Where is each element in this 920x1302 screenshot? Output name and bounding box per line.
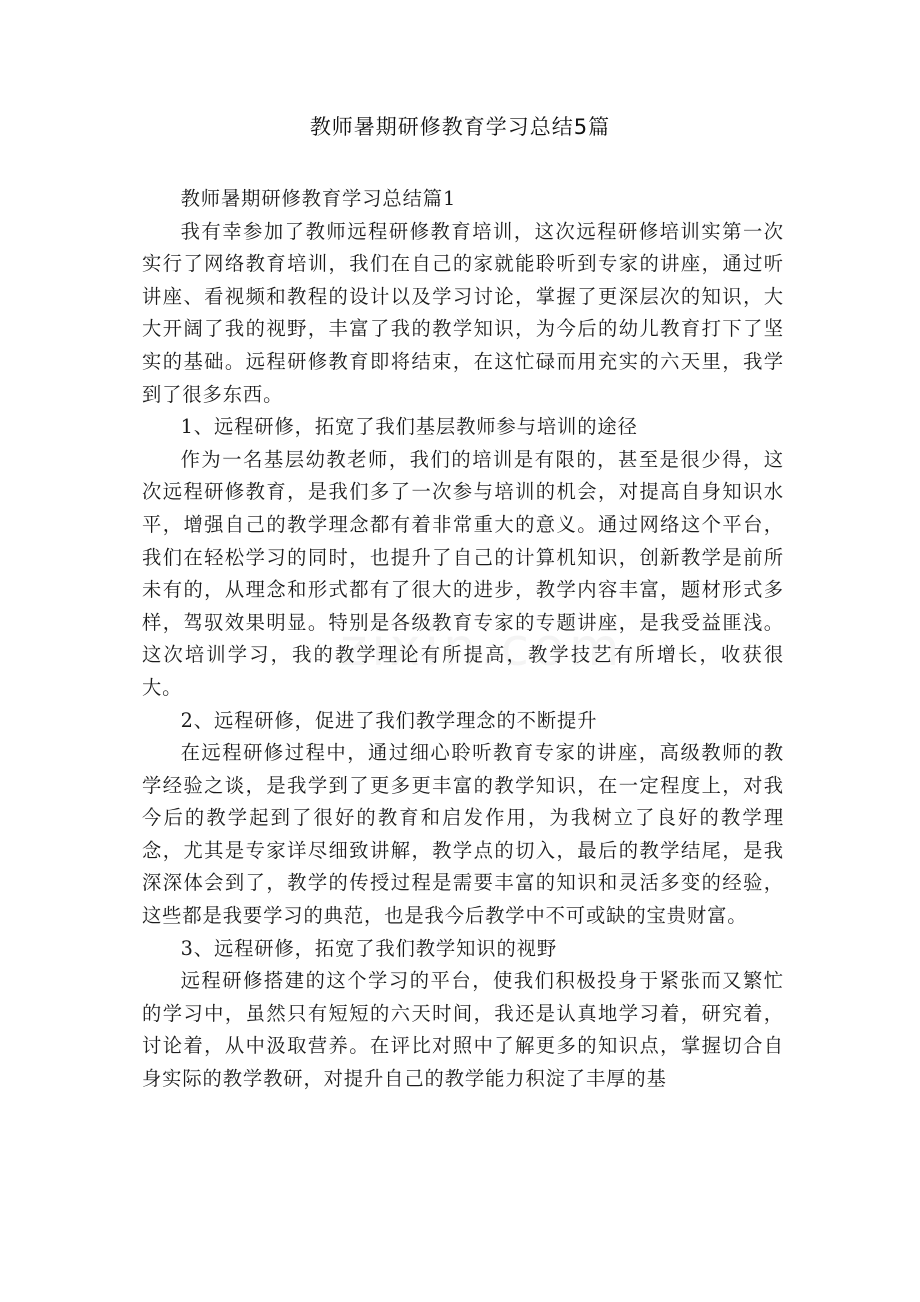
section-heading: 教师暑期研修教育学习总结篇1 — [180, 187, 457, 210]
body-paragraph: 我有幸参加了教师远程研修教育培训，这次远程研修培训实第一次实行了网络教育培训，我们在自己的家就能聆听到专家的讲座，通过听讲座、看视频和教程的设计以及学习讨论，掌握了更深层次的知识，大大开阔了我的视野，丰富了我的教学知识，为今后的幼儿教育打下了坚实的基础。远程研修教育即将结束，在这忙碌而用充实的六天里，我学到了很多东西。 — [142, 219, 784, 406]
section-heading: 2、远程研修，促进了我们教学理念的不断提升 — [180, 708, 598, 732]
section-heading: 3、远程研修，拓宽了我们教学知识的视野 — [180, 936, 558, 960]
document-title: 教师暑期研修教育学习总结5篇 — [309, 115, 611, 139]
document-body — [142, 183, 784, 1096]
body-paragraph: 作为一名基层幼教老师，我们的培训是有限的，甚至是很少得，这次远程研修教育，是我们多了一次参与培训的机会，对提高自身知识水平，增强自己的教学理念都有着非常重大的意义。通过网络这个平台，我们在轻松学习的同时，也提升了自己的计算机知识，创新教学是前所未有的，从理念和形式都有了很大的进步，教学内容丰富，题材形式多样，驾驭效果明显。特别是各级教育专家的专题讲座，是我受益匪浅。这次培训学习，我的教学理论有所提高，教学技艺有所增长，收获很大。 — [142, 447, 784, 699]
body-paragraph: 在远程研修过程中，通过细心聆听教育专家的讲座，高级教师的教学经验之谈，是我学到了更多更丰富的教学知识，在一定程度上，对我今后的教学起到了很好的教育和启发作用，为我树立了良好的教学理念，尤其是专家详尽细致讲解，教学点的切入，最后的教学结尾，是我深深体会到了，教学的传授过程是需要丰富的知识和灵活多变的经验，这些都是我要学习的典范，也是我今后教学中不可或缺的宝贵财富。 — [142, 741, 784, 928]
section-heading: 1、远程研修，拓宽了我们基层教师参与培训的途径 — [180, 415, 638, 439]
body-paragraph: 远程研修搭建的这个学习的平台，使我们积极投身于紧张而又繁忙的学习中，虽然只有短短的六天时间，我还是认真地学习着，研究着，讨论着，从中汲取营养。在评比对照中了解更多的知识点，掌握切合自身实际的教学教研，对提升自己的教学能力积淀了丰厚的基 — [142, 969, 784, 1091]
